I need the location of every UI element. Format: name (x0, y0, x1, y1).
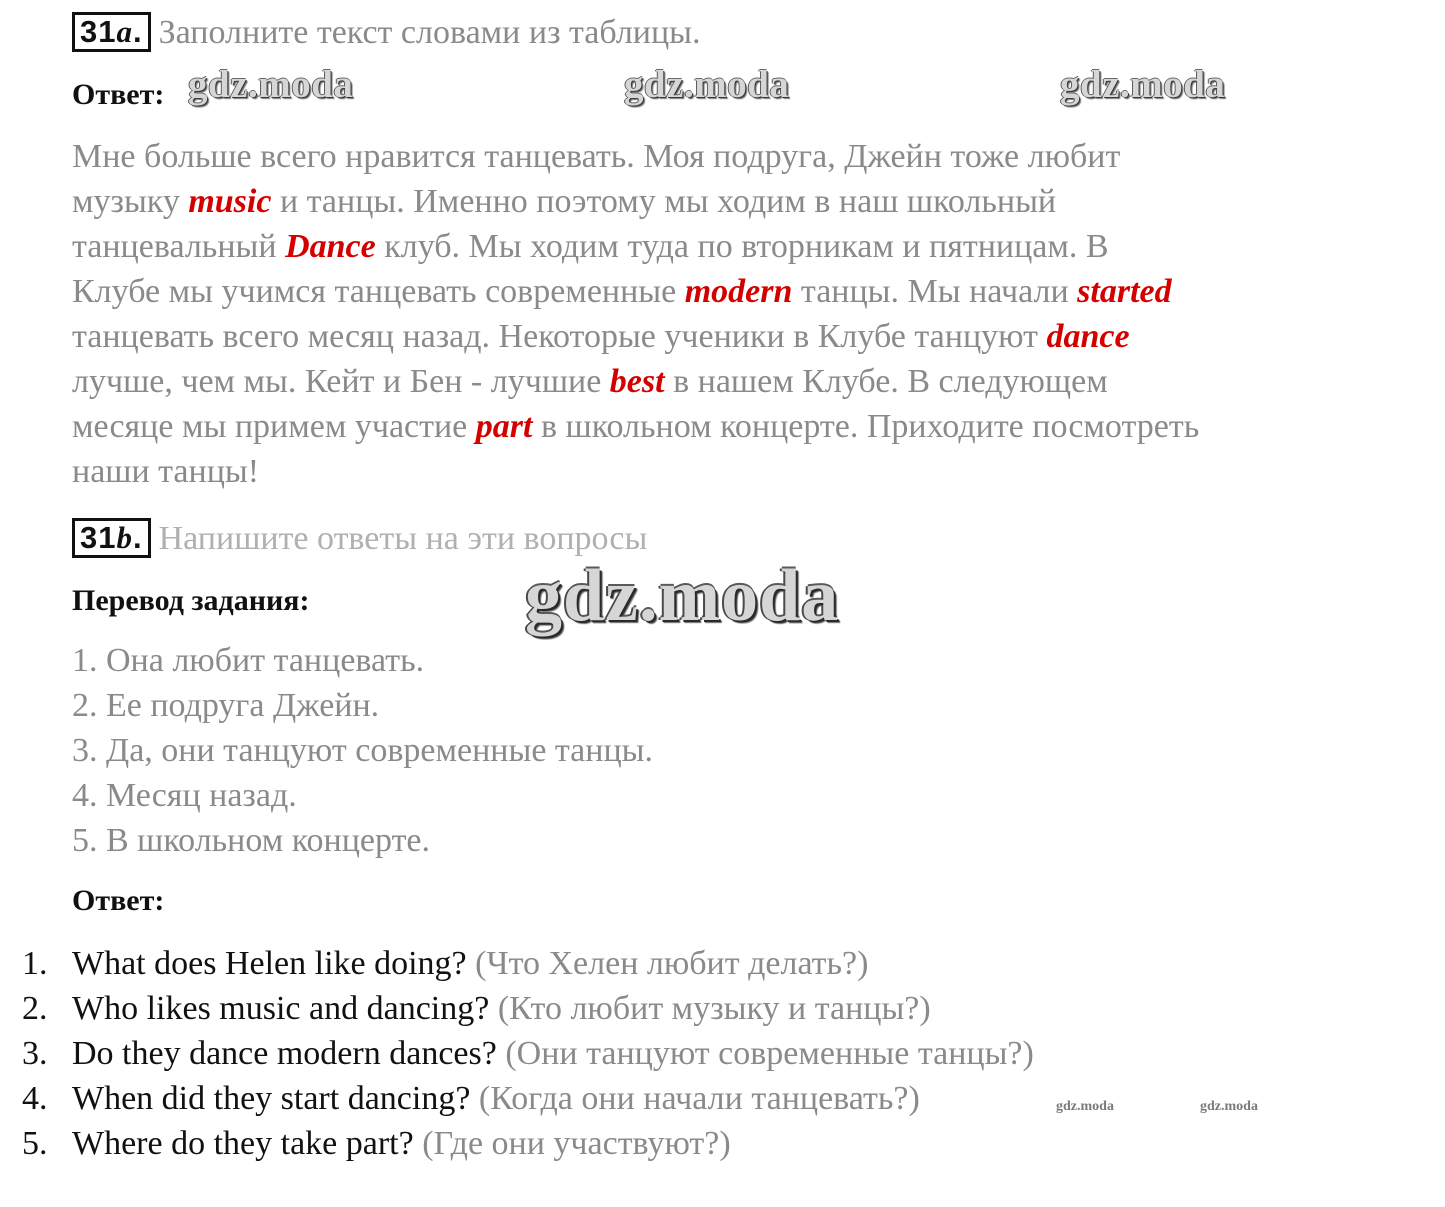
paragraph-line (72, 359, 1199, 404)
watermark-tiny-1: gdz.moda (1056, 1099, 1114, 1114)
task-31b-instruction: Напишите ответы на эти вопросы (158, 520, 648, 557)
question-number: 3. (22, 1035, 48, 1072)
paragraph-line (72, 224, 1199, 269)
task-31b-translation-list (72, 638, 653, 863)
watermark-big: gdz.moda (525, 555, 840, 637)
paragraph-line (72, 179, 1199, 224)
question-russian: (Где они участвуют?) (413, 1125, 731, 1162)
task-31b-question-list (22, 941, 1034, 1166)
task-31a-paragraph (72, 134, 1199, 494)
task-31a-number-box (72, 12, 151, 52)
watermark-1: gdz.moda (188, 63, 354, 106)
task-31a-header (72, 12, 701, 54)
paragraph-text: танцевальный (72, 228, 286, 265)
paragraph-text: наши танцы! (72, 453, 260, 490)
question-english: When did they start dancing? (72, 1080, 471, 1117)
paragraph-line (72, 404, 1199, 449)
question-item (22, 941, 1034, 986)
paragraph-text: в нашем Клубе. В следующем (664, 363, 1108, 400)
translation-item: 4. Месяц назад. (72, 777, 297, 814)
paragraph-text: танцы. Мы начали (792, 273, 1078, 310)
translation-item: 1. Она любит танцевать. (72, 642, 425, 679)
task-31b-translation-label: Перевод задания: (72, 584, 310, 617)
translation-item: 2. Ее подруга Джейн. (72, 687, 380, 724)
question-number: 5. (22, 1125, 48, 1162)
answer-word: Dance (285, 228, 376, 265)
task-31a-number-letter: a (116, 14, 133, 49)
task-31a-number-dot: . (132, 14, 143, 49)
question-russian: (Что Хелен любит делать?) (466, 945, 869, 982)
answer-word: modern (684, 273, 793, 310)
paragraph-text: Клубе мы учимся танцевать современные (72, 273, 685, 310)
task-31a-answer-label: Ответ: (72, 78, 165, 111)
watermark-tiny-2: gdz.moda (1200, 1099, 1258, 1114)
task-31b-number-box (72, 518, 151, 558)
answer-word: started (1077, 273, 1172, 310)
question-item (22, 986, 1034, 1031)
question-number: 1. (22, 945, 48, 982)
paragraph-line (72, 269, 1199, 314)
question-number: 2. (22, 990, 48, 1027)
paragraph-text: лучше, чем мы. Кейт и Бен - лучшие (72, 363, 610, 400)
task-31a-instruction: Заполните текст словами из таблицы. (158, 14, 701, 51)
translation-item: 5. В школьном концерте. (72, 822, 431, 859)
question-item (22, 1031, 1034, 1076)
watermark-2: gdz.moda (624, 63, 790, 106)
question-item (22, 1076, 1034, 1121)
task-31a-number-digits: 31 (80, 14, 117, 49)
task-31b-answer-label: Ответ: (72, 884, 165, 917)
question-russian: (Когда они начали танцевать?) (470, 1080, 920, 1117)
paragraph-text: и танцы. Именно поэтому мы ходим в наш школьный (271, 183, 1057, 220)
question-russian: (Кто любит музыку и танцы?) (489, 990, 931, 1027)
question-english: Who likes music and dancing? (72, 990, 490, 1027)
answer-word: best (609, 363, 665, 400)
task-31b-number-digits: 31 (80, 520, 117, 555)
watermark-3: gdz.moda (1060, 63, 1226, 106)
paragraph-text: в школьном концерте. Приходите посмотреть (532, 408, 1200, 445)
paragraph-text: музыку (72, 183, 189, 220)
question-number: 4. (22, 1080, 48, 1117)
question-item (22, 1121, 1034, 1166)
paragraph-text: месяце мы примем участие (72, 408, 476, 445)
task-31b-number-letter: b (116, 520, 133, 555)
question-english: Where do they take part? (72, 1125, 414, 1162)
paragraph-line (72, 314, 1199, 359)
question-english: What does Helen like doing? (72, 945, 467, 982)
paragraph-text: Мне больше всего нравится танцевать. Моя подруга, Джейн тоже любит (72, 138, 1121, 175)
question-english: Do they dance modern dances? (72, 1035, 497, 1072)
answer-word: music (188, 183, 272, 220)
paragraph-line (72, 449, 1199, 494)
paragraph-line (72, 134, 1199, 179)
translation-item: 3. Да, они танцуют современные танцы. (72, 732, 654, 769)
paragraph-text: танцевать всего месяц назад. Некоторые ученики в Клубе танцуют (72, 318, 1047, 355)
paragraph-text: клуб. Мы ходим туда по вторникам и пятницам. В (375, 228, 1109, 265)
answer-word: part (475, 408, 533, 445)
task-31b-number-dot: . (132, 520, 143, 555)
answer-word: dance (1046, 318, 1130, 355)
question-russian: (Они танцуют современные танцы?) (496, 1035, 1034, 1072)
